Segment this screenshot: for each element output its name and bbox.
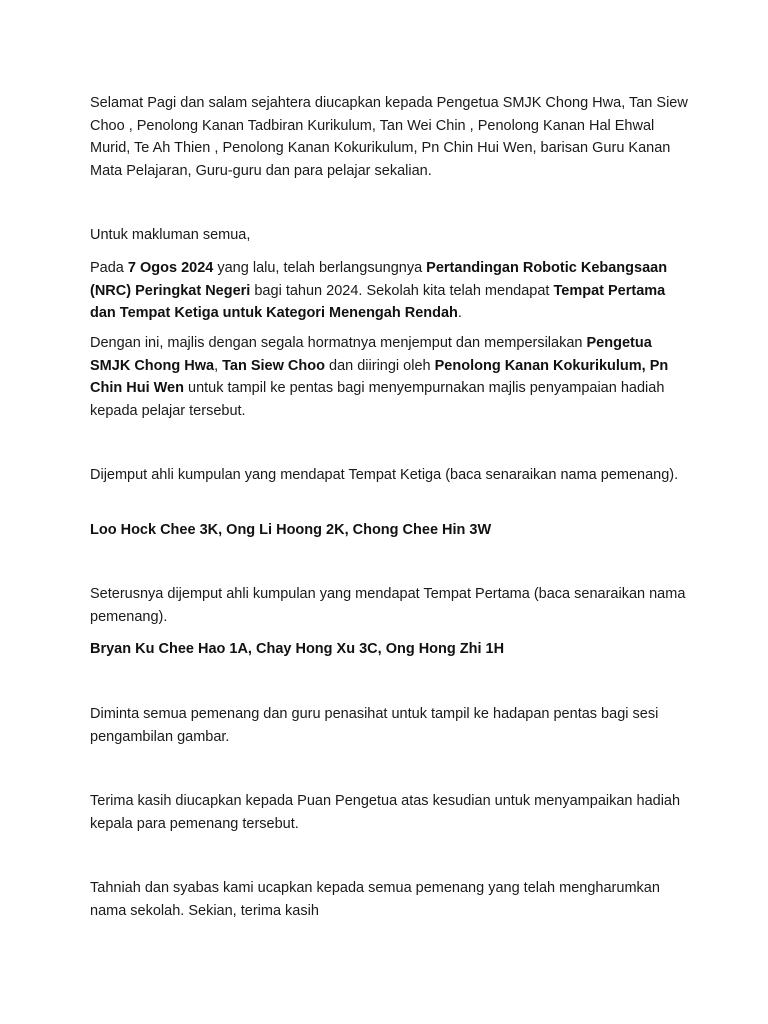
cocurriculum-name: Penolong Kanan Kokurikulum, Pn Chin Hui Wen [90,357,669,396]
third-place-call-text: Dijemput ahli kumpulan yang mendapat Tempat Ketiga (baca senaraikan nama pemenang). [90,467,679,483]
event-date: 7 Ogos 2024 [127,260,214,276]
event-text-4: . [457,305,462,321]
first-place-call [90,583,690,628]
closing-text: Tahniah dan syabas kami ucapkan kepada semua pemenang yang telah mengharumkan nama sekolah. Sekian, terima kasih [90,880,660,919]
first-place-winners-text: Bryan Ku Chee Hao 1A, Chay Hong Xu 3C, Ong Hong Zhi 1H [90,641,505,657]
third-place-call [90,464,690,487]
invitation-paragraph [90,332,690,422]
announcement-intro [90,224,690,247]
invitation-text-4: untuk tampil ke pentas bagi menyempurnakan majlis penyampaian hadiah kepada pelajar tersebut. [90,380,665,419]
photo-session-text: Diminta semua pemenang dan guru penasihat untuk tampil ke hadapan pentas bagi sesi pengambilan gambar. [90,706,659,745]
third-place-winners-text: Loo Hock Chee 3K, Ong Li Hoong 2K, Chong Chee Hin 3W [90,522,492,538]
greeting-paragraph [90,92,690,182]
event-paragraph [90,257,690,325]
announcement-intro-text: Untuk makluman semua, [90,227,251,243]
closing-paragraph [90,877,690,922]
event-text-1: Pada [90,260,128,276]
competition-name: Pertandingan Robotic Kebangsaan (NRC) Peringkat Negeri [90,260,668,299]
thanks-text: Terima kasih diucapkan kepada Puan Pengetua atas kesudian untuk menyampaikan hadiah kepala para pemenang tersebut. [90,793,681,832]
third-place-winners [90,519,690,542]
first-place-winners [90,638,690,661]
invitation-text-1: Dengan ini, majlis dengan segala hormatnya menjemput dan mempersilakan [90,335,587,351]
greeting-text: Selamat Pagi dan salam sejahtera diucapkan kepada Pengetua SMJK Chong Hwa, Tan Siew Choo , Penolong Kanan Tadbiran Kurikulum, Tan Wei Chin , Penolong Kanan Hal Ehwal Murid, Te Ah Thien , Penolong Kanan Kokurikulum, Pn Chin Hui Wen, barisan Guru Kanan Mata Pelajaran, Guru-guru dan para pelajar sekalian. [90,95,688,179]
photo-session-paragraph [90,703,690,748]
invitation-text-2: , [214,357,223,374]
thanks-paragraph [90,790,690,835]
achievement: Tempat Pertama dan Tempat Ketiga untuk Kategori Menengah Rendah [90,282,666,321]
first-place-call-text: Seterusnya dijemput ahli kumpulan yang mendapat Tempat Pertama (baca senaraikan nama pemenang). [90,586,686,625]
event-text-2: yang lalu, telah berlangsungnya [213,260,427,276]
principal-name: Tan Siew Choo [222,357,325,374]
principal-title: Pengetua SMJK Chong Hwa [90,335,652,374]
invitation-text-3: dan diiringi oleh [324,357,435,374]
event-text-3: bagi tahun 2024. Sekolah kita telah mendapat [250,282,554,299]
